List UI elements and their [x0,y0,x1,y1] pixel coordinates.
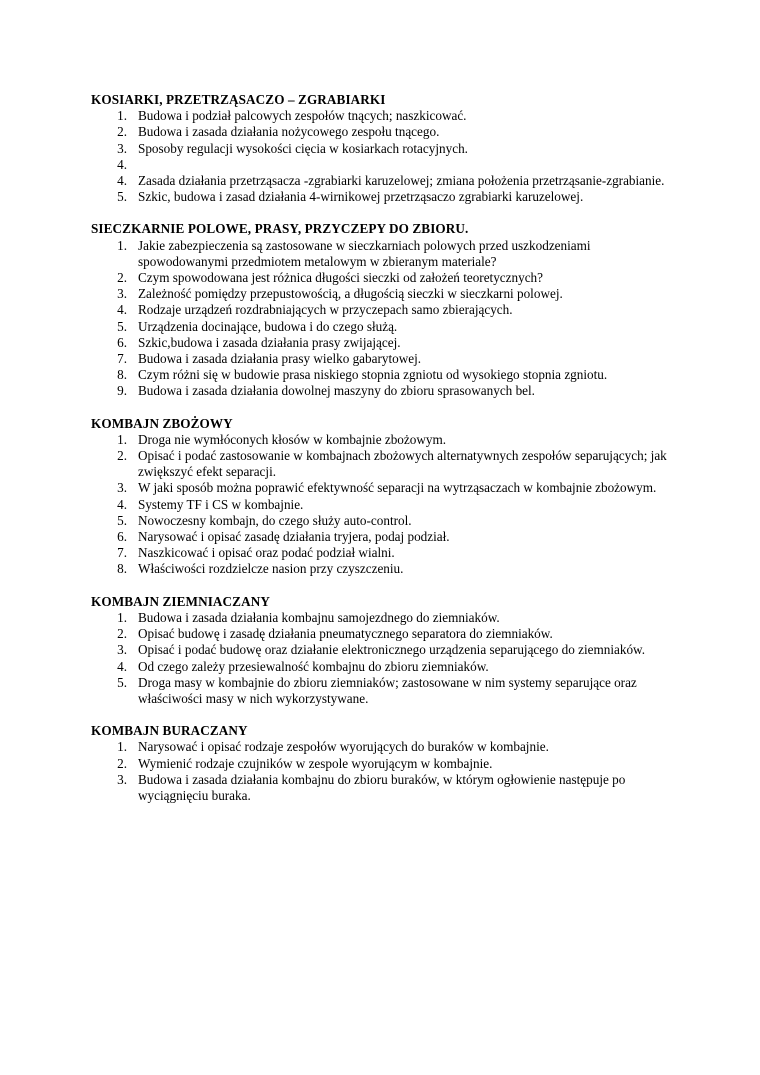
list-item [91,319,681,335]
item-number: 1. [117,237,127,253]
list-item [91,432,681,448]
list-item [91,335,681,351]
question-list [91,108,681,205]
list-item [91,497,681,513]
item-text: Szkic, budowa i zasad działania 4-wirnikowej przetrząsaczo zgrabiarki karuzelowej. [138,189,584,205]
item-text: Budowa i zasada działania kombajnu do zbioru buraków, w którym ogłowienie następuje po wyciągnięciu buraka. [138,771,626,803]
question-list [91,610,681,707]
item-text: Droga nie wymłóconych kłosów w kombajnie zbożowym. [138,431,447,447]
list-item [91,675,681,707]
item-number: 2. [117,270,127,286]
document-page [91,92,681,804]
list-item [91,124,681,140]
list-item [91,302,681,318]
item-text [138,157,681,173]
item-text: Budowa i zasada działania kombajnu samojezdnego do ziemniaków. [138,609,500,625]
list-item [91,286,681,302]
item-number: 8. [117,367,127,383]
item-number: 2. [117,755,127,771]
item-text: Opisać i podać budowę oraz działanie elektronicznego urządzenia separującego do ziemniaków. [138,642,645,658]
item-text: Nowoczesny kombajn, do czego służy auto-control. [138,512,412,528]
item-number: 3. [117,140,127,156]
item-number: 1. [117,609,127,625]
list-item [91,739,681,755]
section-kombajn-ziemniaczany [91,594,681,707]
item-number: 6. [117,529,127,545]
item-text: Zależność pomiędzy przepustowością, a długością sieczki w sieczkarni polowej. [138,286,563,302]
item-text: Zasada działania przetrząsacza -zgrabiarki karuzelowej; zmiana położenia przetrząsanie-zgrabianie. [138,173,665,189]
list-item [91,108,681,124]
list-item [91,561,681,577]
list-item [91,772,681,804]
item-text: Czym spowodowana jest różnica długości sieczki od założeń teoretycznych? [138,270,544,286]
item-number: 4. [117,496,127,512]
list-item [91,513,681,529]
question-list [91,739,681,804]
list-item [91,351,681,367]
item-text: Narysować i opisać rodzaje zespołów wyorujących do buraków w kombajnie. [138,739,549,755]
item-number: 9. [117,383,127,399]
item-number: 8. [117,561,127,577]
item-text: Opisać i podać zastosowanie w kombajnach zbożowych alternatywnych zespołów separujących; jak zwiększyć efekt separacji. [138,448,667,480]
item-number: 3. [117,480,127,496]
list-item [91,189,681,205]
list-item [91,610,681,626]
list-item [91,173,681,189]
item-text: Rodzaje urządzeń rozdrabniających w przyczepach samo zbierających. [138,302,513,318]
item-number: 4. [117,173,127,189]
item-text: Wymienić rodzaje czujników w zespole wyorującym w kombajnie. [138,755,493,771]
item-number: 7. [117,351,127,367]
item-text: Właściwości rozdzielcze nasion przy czyszczeniu. [138,561,404,577]
list-item [91,270,681,286]
item-number: 2. [117,124,127,140]
question-list [91,238,681,400]
list-item [91,367,681,383]
item-text: Budowa i zasada działania nożycowego zespołu tnącego. [138,124,440,140]
item-number: 6. [117,334,127,350]
item-number: 1. [117,739,127,755]
item-text: Jakie zabezpieczenia są zastosowane w sieczkarniach polowych przed uszkodzeniami spowodowanymi przedmiotem metalowym w zbieranym materiale? [138,237,591,269]
item-text: Czym różni się w budowie prasa niskiego stopnia zgniotu od wysokiego stopnia zgniotu. [138,367,608,383]
item-text: Sposoby regulacji wysokości cięcia w kosiarkach rotacyjnych. [138,140,468,156]
item-text: Opisać budowę i zasadę działania pneumatycznego separatora do ziemniaków. [138,626,553,642]
item-number: 3. [117,286,127,302]
question-list [91,432,681,578]
item-number: 7. [117,545,127,561]
list-item [91,238,681,270]
item-number: 1. [117,108,127,124]
list-item [91,626,681,642]
item-text: W jaki sposób można poprawić efektywność separacji na wytrząsaczach w kombajnie zbożowym. [138,480,657,496]
item-number: 3. [117,771,127,787]
list-item [91,480,681,496]
list-item [91,529,681,545]
item-text: Urządzenia docinające, budowa i do czego służą. [138,318,398,334]
list-item [91,659,681,675]
section-kombajn-zbozowy [91,416,681,578]
item-number: 5. [117,189,127,205]
item-number: 1. [117,431,127,447]
item-number: 4. [117,302,127,318]
section-title: KOMBAJN BURACZANY [91,723,248,739]
list-item [91,642,681,658]
section-title: KOMBAJN ZBOŻOWY [91,415,233,431]
section-title: KOSIARKI, PRZETRZĄSACZO – ZGRABIARKI [91,92,386,107]
item-number: 5. [117,674,127,690]
list-item [91,756,681,772]
item-number: 2. [117,448,127,464]
section-kosiarki [91,92,681,205]
list-item [91,383,681,399]
item-number: 5. [117,512,127,528]
item-number: 4. [117,156,127,172]
item-text: Budowa i zasada działania prasy wielko gabarytowej. [138,351,422,367]
item-number: 4. [117,658,127,674]
item-text: Budowa i zasada działania dowolnej maszyny do zbioru sprasowanych bel. [138,383,535,399]
section-kombajn-buraczany [91,723,681,804]
item-text: Od czego zależy przesiewalność kombajnu do zbioru ziemniaków. [138,658,489,674]
list-item [91,141,681,157]
list-item [91,157,681,173]
list-item [91,448,681,480]
item-text: Droga masy w kombajnie do zbioru ziemniaków; zastosowane w nim systemy separujące oraz właściwości masy w nich wykorzystywane. [138,674,637,706]
item-text: Naszkicować i opisać oraz podać podział wialni. [138,545,395,561]
section-title: SIECZKARNIE POLOWE, PRASY, PRZYCZEPY DO ZBIORU. [91,221,469,237]
list-item [91,545,681,561]
item-text: Budowa i podział palcowych zespołów tnących; naszkicować. [138,108,467,124]
section-sieczkarnie [91,221,681,399]
item-number: 5. [117,318,127,334]
item-number: 2. [117,626,127,642]
section-title: KOMBAJN ZIEMNIACZANY [91,593,270,609]
item-number: 3. [117,642,127,658]
item-text: Systemy TF i CS w kombajnie. [138,496,304,512]
item-text: Narysować i opisać zasadę działania tryjera, podaj podział. [138,529,450,545]
item-text: Szkic,budowa i zasada działania prasy zwijającej. [138,334,401,350]
